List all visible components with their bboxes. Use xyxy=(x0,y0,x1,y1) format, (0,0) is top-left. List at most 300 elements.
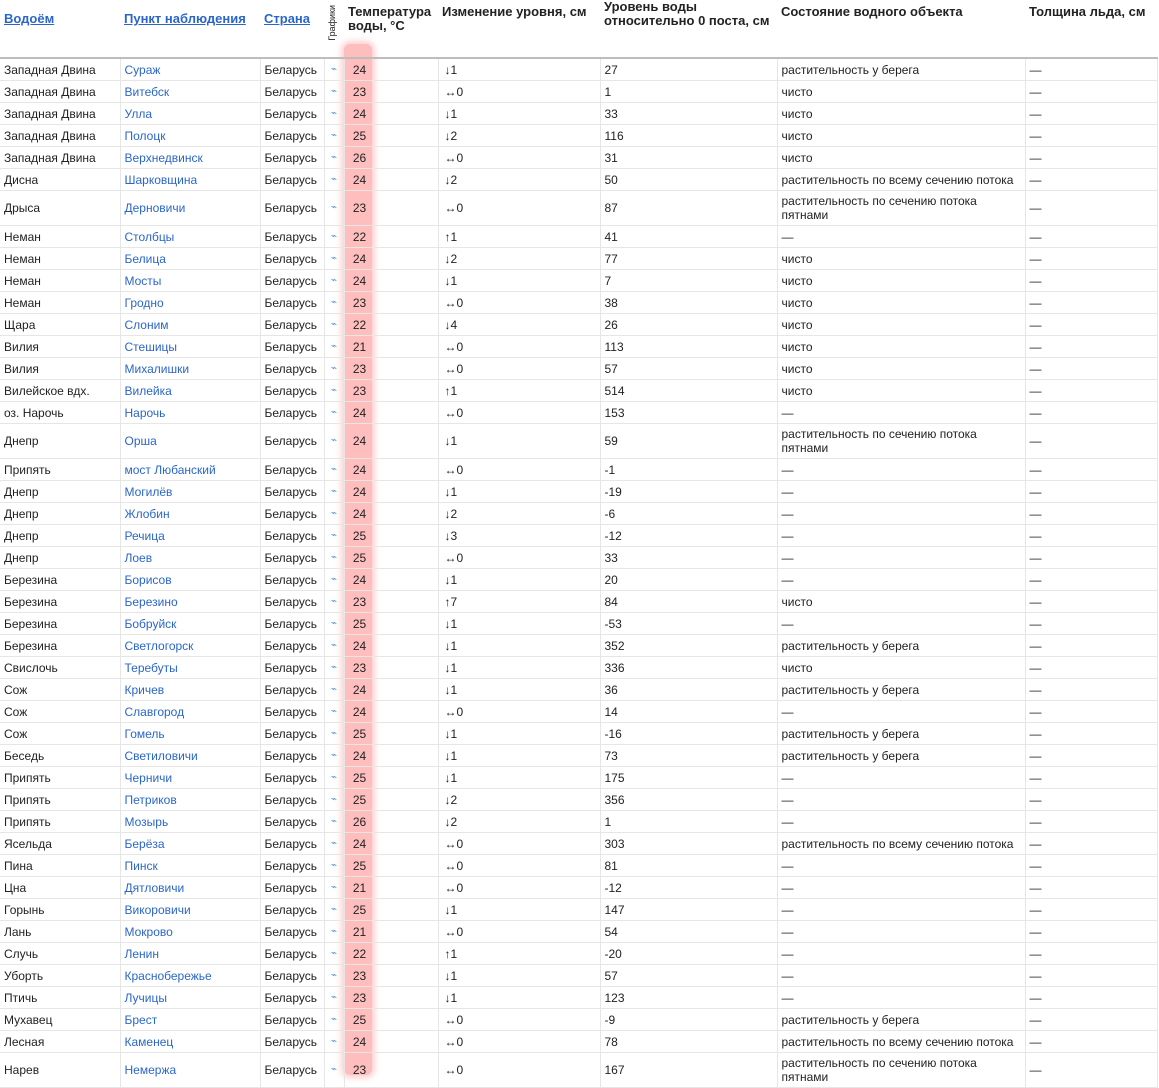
station-link-cell-value[interactable]: Мосты xyxy=(124,273,162,288)
chart-icon[interactable]: ⌁ xyxy=(324,811,344,833)
station-link-cell[interactable] xyxy=(120,424,260,459)
river-cell: Уборть xyxy=(0,965,120,987)
chart-icon[interactable]: ⌁ xyxy=(324,58,344,81)
level-change-cell: ↔0 xyxy=(438,833,600,855)
station-link-cell[interactable] xyxy=(120,81,260,103)
station-link-cell-value[interactable]: Витебск xyxy=(124,84,170,99)
country-cell: Беларусь xyxy=(260,789,324,811)
river-cell: Дисна xyxy=(0,169,120,191)
river-cell: Припять xyxy=(0,811,120,833)
station-link-cell[interactable] xyxy=(120,723,260,745)
country-cell: Беларусь xyxy=(260,525,324,547)
ice-thickness-cell: — xyxy=(1025,525,1157,547)
temperature-cell xyxy=(344,481,438,503)
station-link-cell-value[interactable]: Столбцы xyxy=(124,229,175,244)
station-link-cell[interactable] xyxy=(120,591,260,613)
chart-icon[interactable]: ⌁ xyxy=(324,147,344,169)
table-row xyxy=(0,503,1157,525)
level-change-cell: ↔0 xyxy=(438,547,600,569)
country-cell: Беларусь xyxy=(260,877,324,899)
water-level-cell: -19 xyxy=(600,481,777,503)
station-link-cell[interactable] xyxy=(120,125,260,147)
station-link-cell[interactable] xyxy=(120,965,260,987)
temperature-cell-value: 23 xyxy=(352,84,367,99)
table-row xyxy=(0,877,1157,899)
chart-icon[interactable]: ⌁ xyxy=(324,169,344,191)
table-row xyxy=(0,424,1157,459)
water-state-cell: — xyxy=(777,943,1025,965)
country-cell: Беларусь xyxy=(260,943,324,965)
chart-icon[interactable]: ⌁ xyxy=(324,943,344,965)
chart-icon[interactable]: ⌁ xyxy=(324,833,344,855)
water-state-cell: чисто xyxy=(777,270,1025,292)
table-row xyxy=(0,1053,1157,1088)
river-cell: Цна xyxy=(0,877,120,899)
chart-icon[interactable]: ⌁ xyxy=(324,481,344,503)
water-level-cell: 36 xyxy=(600,679,777,701)
water-level-cell: 78 xyxy=(600,1031,777,1053)
country-cell: Беларусь xyxy=(260,481,324,503)
country-cell: Беларусь xyxy=(260,899,324,921)
river-cell: Западная Двина xyxy=(0,81,120,103)
water-level-cell: -12 xyxy=(600,525,777,547)
station-link-cell[interactable] xyxy=(120,1009,260,1031)
level-change-cell: ↓2 xyxy=(438,125,600,147)
river-cell: Вилия xyxy=(0,336,120,358)
ice-thickness-cell: — xyxy=(1025,613,1157,635)
table-row xyxy=(0,270,1157,292)
level-change-cell: ↓1 xyxy=(438,481,600,503)
table-row xyxy=(0,635,1157,657)
station-link-cell[interactable] xyxy=(120,833,260,855)
level-change-cell: ↔0 xyxy=(438,336,600,358)
chart-icon[interactable]: ⌁ xyxy=(324,191,344,226)
chart-icon[interactable]: ⌁ xyxy=(324,380,344,402)
chart-icon[interactable]: ⌁ xyxy=(324,987,344,1009)
water-state-cell: — xyxy=(777,503,1025,525)
ice-thickness-cell: — xyxy=(1025,292,1157,314)
temperature-cell-value: 24 xyxy=(352,638,367,653)
ice-thickness-cell: — xyxy=(1025,125,1157,147)
level-change-cell: ↓1 xyxy=(438,270,600,292)
water-level-cell: 84 xyxy=(600,591,777,613)
station-link-cell[interactable] xyxy=(120,169,260,191)
station-link-cell-value[interactable]: Мозырь xyxy=(124,814,169,829)
country-cell: Беларусь xyxy=(260,459,324,481)
level-change-cell: ↔0 xyxy=(438,877,600,899)
chart-icon[interactable]: ⌁ xyxy=(324,459,344,481)
ice-thickness-cell: — xyxy=(1025,833,1157,855)
table-row xyxy=(0,1031,1157,1053)
station-link-cell-value[interactable]: Брест xyxy=(124,1012,158,1027)
temperature-cell-value: 24 xyxy=(352,748,367,763)
temperature-cell xyxy=(344,292,438,314)
station-link-cell-value[interactable]: Пинск xyxy=(124,858,158,873)
water-state-cell: чисто xyxy=(777,358,1025,380)
country-cell: Беларусь xyxy=(260,591,324,613)
chart-icon[interactable]: ⌁ xyxy=(324,701,344,723)
ice-thickness-cell: — xyxy=(1025,591,1157,613)
chart-icon[interactable]: ⌁ xyxy=(324,1009,344,1031)
chart-icon[interactable]: ⌁ xyxy=(324,635,344,657)
station-link-cell-value[interactable]: Викоровичи xyxy=(124,902,191,917)
station-link-cell-value[interactable]: Слоним xyxy=(124,317,169,332)
level-change-cell: ↓1 xyxy=(438,679,600,701)
station-link-cell[interactable] xyxy=(120,147,260,169)
station-link-cell[interactable] xyxy=(120,191,260,226)
station-link-cell[interactable] xyxy=(120,503,260,525)
water-state-cell: растительность у берега xyxy=(777,58,1025,81)
level-change-cell: ↓2 xyxy=(438,503,600,525)
station-link-cell-value[interactable]: Березино xyxy=(124,594,178,609)
station-link-cell-value[interactable]: Дятловичи xyxy=(124,880,185,895)
station-link-cell[interactable] xyxy=(120,248,260,270)
station-link-cell[interactable] xyxy=(120,635,260,657)
station-link-cell[interactable] xyxy=(120,525,260,547)
table-row xyxy=(0,547,1157,569)
ice-thickness-cell: — xyxy=(1025,81,1157,103)
station-link-cell[interactable] xyxy=(120,767,260,789)
station-link-cell-value[interactable]: Лоев xyxy=(124,550,153,565)
temperature-cell xyxy=(344,767,438,789)
station-link-cell[interactable] xyxy=(120,613,260,635)
temperature-cell xyxy=(344,899,438,921)
chart-icon[interactable]: ⌁ xyxy=(324,591,344,613)
station-link-cell[interactable] xyxy=(120,1031,260,1053)
station-link-cell[interactable] xyxy=(120,292,260,314)
temperature-cell xyxy=(344,103,438,125)
station-link-cell[interactable] xyxy=(120,226,260,248)
water-level-cell: 153 xyxy=(600,402,777,424)
station-link-cell[interactable] xyxy=(120,58,260,81)
chart-icon[interactable]: ⌁ xyxy=(324,270,344,292)
chart-icon[interactable]: ⌁ xyxy=(324,921,344,943)
chart-icon[interactable]: ⌁ xyxy=(324,877,344,899)
water-state-cell: — xyxy=(777,987,1025,1009)
station-link-cell-value[interactable]: Гродно xyxy=(124,295,164,310)
station-link-cell[interactable] xyxy=(120,679,260,701)
station-link-cell[interactable] xyxy=(120,314,260,336)
water-state-cell: растительность по всему сечению потока xyxy=(777,833,1025,855)
ice-thickness-cell: — xyxy=(1025,855,1157,877)
station-link-cell-value[interactable]: Черничи xyxy=(124,770,173,785)
water-state-cell: растительность у берега xyxy=(777,745,1025,767)
station-link-cell[interactable] xyxy=(120,987,260,1009)
station-link-cell[interactable] xyxy=(120,811,260,833)
station-link-cell-value[interactable]: Светиловичи xyxy=(124,748,198,763)
station-link-cell[interactable] xyxy=(120,459,260,481)
table-row xyxy=(0,745,1157,767)
chart-icon[interactable]: ⌁ xyxy=(324,547,344,569)
header-graphs-label: Графики xyxy=(327,5,337,41)
chart-icon[interactable]: ⌁ xyxy=(324,103,344,125)
water-state-cell: — xyxy=(777,459,1025,481)
chart-icon[interactable]: ⌁ xyxy=(324,1031,344,1053)
chart-icon[interactable]: ⌁ xyxy=(324,613,344,635)
level-change-cell: ↔0 xyxy=(438,402,600,424)
temperature-cell-value: 24 xyxy=(352,462,367,477)
chart-icon[interactable]: ⌁ xyxy=(324,226,344,248)
temperature-cell-value: 24 xyxy=(352,682,367,697)
station-link-cell[interactable] xyxy=(120,657,260,679)
country-cell: Беларусь xyxy=(260,547,324,569)
header-river-sort-link[interactable]: Водоём xyxy=(0,0,120,58)
station-link-cell-value[interactable]: Улла xyxy=(124,106,152,121)
chart-icon[interactable]: ⌁ xyxy=(324,899,344,921)
ice-thickness-cell: — xyxy=(1025,58,1157,81)
station-link-cell[interactable] xyxy=(120,569,260,591)
temperature-cell-value: 24 xyxy=(352,273,367,288)
temperature-cell-value: 25 xyxy=(352,770,367,785)
station-link-cell-value[interactable]: Славгород xyxy=(124,704,185,719)
water-level-cell: 1 xyxy=(600,81,777,103)
station-link-cell-value[interactable]: Жлобин xyxy=(124,506,170,521)
station-link-cell-value[interactable]: Михалишки xyxy=(124,361,190,376)
ice-thickness-cell: — xyxy=(1025,569,1157,591)
chart-icon[interactable]: ⌁ xyxy=(324,358,344,380)
table-row xyxy=(0,402,1157,424)
temperature-cell-value: 24 xyxy=(352,434,367,448)
temperature-cell xyxy=(344,965,438,987)
level-change-cell: ↔0 xyxy=(438,459,600,481)
station-link-cell-value[interactable]: Орша xyxy=(124,434,157,448)
chart-icon[interactable]: ⌁ xyxy=(324,314,344,336)
station-link-cell[interactable] xyxy=(120,789,260,811)
level-change-cell: ↑1 xyxy=(438,380,600,402)
water-state-cell: — xyxy=(777,481,1025,503)
station-link-cell[interactable] xyxy=(120,358,260,380)
temperature-cell xyxy=(344,380,438,402)
river-cell: Днепр xyxy=(0,547,120,569)
water-state-cell: чисто xyxy=(777,103,1025,125)
chart-icon[interactable]: ⌁ xyxy=(324,965,344,987)
station-link-cell-value[interactable]: Лучицы xyxy=(124,990,167,1005)
river-cell: Западная Двина xyxy=(0,125,120,147)
temperature-cell xyxy=(344,248,438,270)
station-link-cell[interactable] xyxy=(120,855,260,877)
station-link-cell-value[interactable]: Стешицы xyxy=(124,339,178,354)
ice-thickness-cell: — xyxy=(1025,745,1157,767)
station-link-cell-value[interactable]: Берёза xyxy=(124,836,165,851)
header-water-state: Состояние водного объекта xyxy=(777,0,1025,58)
chart-icon[interactable]: ⌁ xyxy=(324,336,344,358)
temperature-cell-value: 24 xyxy=(352,506,367,521)
station-link-cell[interactable] xyxy=(120,1053,260,1088)
level-change-cell: ↔0 xyxy=(438,292,600,314)
temperature-cell xyxy=(344,1009,438,1031)
station-link-cell[interactable] xyxy=(120,336,260,358)
river-cell: Западная Двина xyxy=(0,147,120,169)
temperature-cell xyxy=(344,877,438,899)
ice-thickness-cell: — xyxy=(1025,657,1157,679)
station-link-cell-value[interactable]: Борисов xyxy=(124,572,172,587)
station-link-cell-value[interactable]: Гомель xyxy=(124,726,165,741)
table-row xyxy=(0,314,1157,336)
temperature-cell-value: 24 xyxy=(352,836,367,851)
chart-icon[interactable]: ⌁ xyxy=(324,503,344,525)
ice-thickness-cell: — xyxy=(1025,270,1157,292)
header-country-sort-link[interactable]: Страна xyxy=(260,0,324,58)
chart-icon[interactable]: ⌁ xyxy=(324,767,344,789)
station-link-cell-value[interactable]: Петриков xyxy=(124,792,177,807)
ice-thickness-cell: — xyxy=(1025,147,1157,169)
temperature-cell-value: 24 xyxy=(352,405,367,420)
station-link-cell[interactable] xyxy=(120,547,260,569)
station-link-cell-value[interactable]: Полоцк xyxy=(124,128,166,143)
station-link-cell[interactable] xyxy=(120,877,260,899)
station-link-cell-value[interactable]: Вилейка xyxy=(124,383,172,398)
chart-icon[interactable]: ⌁ xyxy=(324,125,344,147)
river-cell: Неман xyxy=(0,226,120,248)
river-cell: Дрыса xyxy=(0,191,120,226)
station-link-cell-value[interactable]: Светлогорск xyxy=(124,638,194,653)
chart-icon[interactable]: ⌁ xyxy=(324,789,344,811)
water-state-cell: чисто xyxy=(777,81,1025,103)
water-level-cell: 77 xyxy=(600,248,777,270)
temperature-cell xyxy=(344,635,438,657)
water-level-cell: 50 xyxy=(600,169,777,191)
water-level-cell: -53 xyxy=(600,613,777,635)
station-link-cell[interactable] xyxy=(120,103,260,125)
temperature-cell-value: 24 xyxy=(352,172,367,187)
country-cell: Беларусь xyxy=(260,1053,324,1088)
chart-icon[interactable]: ⌁ xyxy=(324,292,344,314)
station-link-cell-value[interactable]: Кричев xyxy=(124,682,165,697)
station-link-cell-value[interactable]: Немержа xyxy=(124,1063,177,1077)
country-cell: Беларусь xyxy=(260,679,324,701)
river-cell: Случь xyxy=(0,943,120,965)
water-level-cell: 167 xyxy=(600,1053,777,1088)
station-link-cell-value[interactable]: Теребуты xyxy=(124,660,178,675)
chart-icon[interactable]: ⌁ xyxy=(324,745,344,767)
ice-thickness-cell: — xyxy=(1025,547,1157,569)
level-change-cell: ↔0 xyxy=(438,701,600,723)
country-cell: Беларусь xyxy=(260,358,324,380)
chart-icon[interactable]: ⌁ xyxy=(324,569,344,591)
temperature-cell-value: 21 xyxy=(352,880,367,895)
chart-icon[interactable]: ⌁ xyxy=(324,723,344,745)
chart-icon[interactable]: ⌁ xyxy=(324,679,344,701)
station-link-cell-value[interactable]: Шарковщина xyxy=(124,172,198,187)
chart-icon[interactable]: ⌁ xyxy=(324,402,344,424)
river-cell: Неман xyxy=(0,292,120,314)
water-state-cell: растительность у берега xyxy=(777,723,1025,745)
station-link-cell-value[interactable]: Бобруйск xyxy=(124,616,177,631)
chart-icon[interactable]: ⌁ xyxy=(324,81,344,103)
station-link-cell[interactable] xyxy=(120,701,260,723)
country-cell: Беларусь xyxy=(260,402,324,424)
header-station-sort-link[interactable]: Пункт наблюдения xyxy=(120,0,260,58)
level-change-cell: ↔0 xyxy=(438,855,600,877)
water-state-cell: чисто xyxy=(777,147,1025,169)
station-link-cell-value[interactable]: Верхнедвинск xyxy=(124,150,203,165)
temperature-cell xyxy=(344,679,438,701)
station-link-cell[interactable] xyxy=(120,402,260,424)
temperature-cell-value: 25 xyxy=(352,902,367,917)
station-link-cell[interactable] xyxy=(120,745,260,767)
station-link-cell[interactable] xyxy=(120,380,260,402)
country-cell: Беларусь xyxy=(260,767,324,789)
ice-thickness-cell: — xyxy=(1025,481,1157,503)
temperature-cell-value: 25 xyxy=(352,550,367,565)
chart-icon[interactable]: ⌁ xyxy=(324,525,344,547)
station-link-cell-value[interactable]: мост Любанский xyxy=(124,462,216,477)
station-link-cell[interactable] xyxy=(120,270,260,292)
station-link-cell[interactable] xyxy=(120,943,260,965)
water-state-cell: растительность по сечению потока пятнами xyxy=(777,424,1025,459)
country-cell: Беларусь xyxy=(260,380,324,402)
river-cell: Березина xyxy=(0,569,120,591)
river-cell: Березина xyxy=(0,591,120,613)
station-link-cell-value[interactable]: Ленин xyxy=(124,946,160,961)
water-state-cell: растительность по сечению потока пятнами xyxy=(777,1053,1025,1088)
country-cell: Беларусь xyxy=(260,191,324,226)
table-row xyxy=(0,701,1157,723)
temperature-cell-value: 25 xyxy=(352,726,367,741)
table-row xyxy=(0,358,1157,380)
station-link-cell-value[interactable]: Речица xyxy=(124,528,165,543)
chart-icon[interactable]: ⌁ xyxy=(324,855,344,877)
water-level-cell: -20 xyxy=(600,943,777,965)
temperature-cell-value: 25 xyxy=(352,616,367,631)
river-cell: Нарев xyxy=(0,1053,120,1088)
table-row xyxy=(0,226,1157,248)
country-cell: Беларусь xyxy=(260,657,324,679)
temperature-cell xyxy=(344,1053,438,1088)
water-state-cell: растительность по всему сечению потока xyxy=(777,1031,1025,1053)
station-link-cell-value[interactable]: Нарочь xyxy=(124,405,166,420)
table-row xyxy=(0,679,1157,701)
water-level-cell: 33 xyxy=(600,547,777,569)
temperature-cell xyxy=(344,855,438,877)
chart-icon[interactable]: ⌁ xyxy=(324,657,344,679)
ice-thickness-cell: — xyxy=(1025,635,1157,657)
station-link-cell-value[interactable]: Белица xyxy=(124,251,166,266)
temperature-cell-value: 21 xyxy=(352,924,367,939)
station-link-cell-value[interactable]: Сураж xyxy=(124,62,161,77)
temperature-cell xyxy=(344,569,438,591)
river-cell: Березина xyxy=(0,635,120,657)
chart-icon[interactable]: ⌁ xyxy=(324,248,344,270)
station-link-cell-value[interactable]: Краснобережье xyxy=(124,968,212,983)
table-row xyxy=(0,965,1157,987)
temperature-cell xyxy=(344,270,438,292)
table-row xyxy=(0,147,1157,169)
temperature-cell xyxy=(344,701,438,723)
table-row xyxy=(0,987,1157,1009)
station-link-cell[interactable] xyxy=(120,481,260,503)
ice-thickness-cell: — xyxy=(1025,811,1157,833)
water-level-cell: 38 xyxy=(600,292,777,314)
country-cell: Беларусь xyxy=(260,503,324,525)
station-link-cell[interactable] xyxy=(120,921,260,943)
station-link-cell[interactable] xyxy=(120,899,260,921)
chart-icon[interactable]: ⌁ xyxy=(324,424,344,459)
station-link-cell-value[interactable]: Мокрово xyxy=(124,924,173,939)
ice-thickness-cell: — xyxy=(1025,103,1157,125)
station-link-cell-value[interactable]: Могилёв xyxy=(124,484,173,499)
ice-thickness-cell: — xyxy=(1025,314,1157,336)
water-level-cell: 175 xyxy=(600,767,777,789)
water-state-cell: — xyxy=(777,226,1025,248)
station-link-cell-value[interactable]: Каменец xyxy=(124,1034,174,1049)
ice-thickness-cell: — xyxy=(1025,899,1157,921)
chart-icon[interactable]: ⌁ xyxy=(324,1053,344,1088)
country-cell: Беларусь xyxy=(260,169,324,191)
station-link-cell-value[interactable]: Дерновичи xyxy=(124,201,186,215)
water-state-cell: — xyxy=(777,569,1025,591)
river-cell: Лесная xyxy=(0,1031,120,1053)
